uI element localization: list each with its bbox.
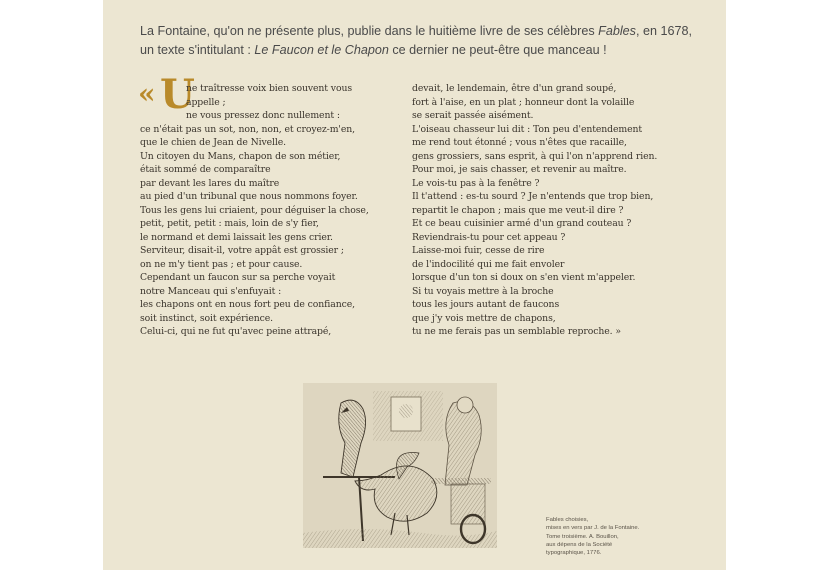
- poem-line: Celui-ci, qui ne fut qu'avec peine attrapé,: [140, 326, 332, 337]
- caption-line: aux dépens de la Société: [546, 541, 613, 548]
- poem-line: se serait passée aisément.: [412, 110, 534, 121]
- poem-column-right: [412, 82, 702, 339]
- poem-line: Serviteur, disait-il, votre appât est grossier ;: [140, 245, 344, 256]
- caption-line: mises en vers par J. de la Fontaine.: [546, 525, 640, 532]
- poem-line: repartit le chapon ; mais que me veut-il dire ?: [412, 204, 624, 216]
- intro-text: La Fontaine, qu'on ne présente plus, publie dans le huitième livre de ses célèbres: [140, 23, 599, 38]
- poem-line: ne vous pressez donc nullement :: [186, 110, 340, 121]
- poem-line: Reviendrais-tu pour cet appeau ?: [412, 231, 566, 243]
- poem-line: me rend tout étonné ; vous n'êtes que racaille,: [412, 137, 627, 148]
- poem-column-left: [138, 77, 400, 339]
- poem-line: Laisse-moi fuir, cesse de rire: [412, 245, 545, 256]
- engraving-illustration: [303, 383, 497, 548]
- poem-line: tu ne me ferais pas un semblable reproche. »: [412, 326, 621, 337]
- poem-line: ce n'était pas un sot, non, non, et croyez-m'en,: [140, 123, 356, 135]
- poem-line: Et ce beau cuisinier armé d'un grand couteau ?: [412, 218, 632, 229]
- poem-line: appelle ;: [186, 96, 226, 108]
- intro-text: , en 1678, un texte s'intitulant :: [140, 23, 693, 57]
- poem-line: lorsque d'un ton si doux on s'en vient m'appeler.: [412, 272, 636, 283]
- poem-line: Cependant un faucon sur sa perche voyait: [140, 272, 336, 283]
- poem-line: par devant les lares du maître: [140, 177, 280, 189]
- poem-line: soit instinct, soit expérience.: [140, 312, 274, 324]
- poem-line: que j'y vois mettre de chapons,: [412, 312, 556, 324]
- poem-line: Tous les gens lui criaient, pour déguiser la chose,: [140, 204, 369, 216]
- poem-line: ne traîtresse voix bien souvent vous: [186, 83, 353, 94]
- poem-line: devait, le lendemain, être d'un grand soupé,: [412, 83, 617, 94]
- poem-line: était sommé de comparaître: [140, 164, 271, 175]
- poem-line: Si tu voyais mettre à la broche: [412, 285, 554, 297]
- poem-line: les chapons ont en nous fort peu de confiance,: [140, 299, 355, 310]
- poem-line: Un citoyen du Mans, chapon de son métier,: [140, 150, 341, 162]
- poem-line: gens grossiers, sans esprit, à qui l'on n'apprend rien.: [412, 150, 658, 162]
- falcon-capon-engraving: [303, 383, 497, 548]
- caption-line: Fables choisies,: [546, 517, 589, 523]
- poem-line: notre Manceau qui s'enfuyait :: [140, 285, 282, 297]
- drop-cap-letter: U: [160, 71, 195, 118]
- poem-line: le normand et demi laissait les gens crier.: [140, 231, 333, 243]
- caption-line: typographique, 1776.: [546, 550, 602, 557]
- article-page: [103, 0, 726, 570]
- poem-title: Le Faucon et le Chapon: [254, 42, 389, 57]
- open-quote-mark: «: [138, 77, 156, 110]
- poem-line: de l'indocilité qui me fait envoler: [412, 258, 565, 270]
- illustration-caption: [546, 516, 716, 557]
- poem-line: Il t'attend : es-tu sourd ? Je n'entends que trop bien,: [412, 191, 654, 202]
- poem-line: fort à l'aise, en un plat ; honneur dont la volaille: [412, 96, 635, 108]
- poem-line: Le vois-tu pas à la fenêtre ?: [412, 177, 540, 189]
- poem-line: tous les jours autant de faucons: [412, 299, 560, 310]
- poem-line: au pied d'un tribunal que nous nommons foyer.: [140, 191, 358, 202]
- intro-paragraph: [140, 22, 700, 60]
- poem-line: on ne m'y tient pas ; et pour cause.: [140, 258, 303, 270]
- poem-line: petit, petit, petit : mais, loin de s'y fier,: [140, 218, 319, 229]
- fables-title: Fables: [598, 23, 636, 38]
- intro-text: ce dernier ne peut-être que manceau !: [388, 42, 607, 57]
- poem-line: que le chien de Jean de Nivelle.: [140, 137, 287, 148]
- caption-line: Tome troisième. A. Bouillon,: [546, 533, 619, 540]
- poem-line: Pour moi, je sais chasser, et revenir au maître.: [412, 164, 627, 175]
- poem-line: L'oiseau chasseur lui dit : Ton peu d'entendement: [412, 123, 643, 135]
